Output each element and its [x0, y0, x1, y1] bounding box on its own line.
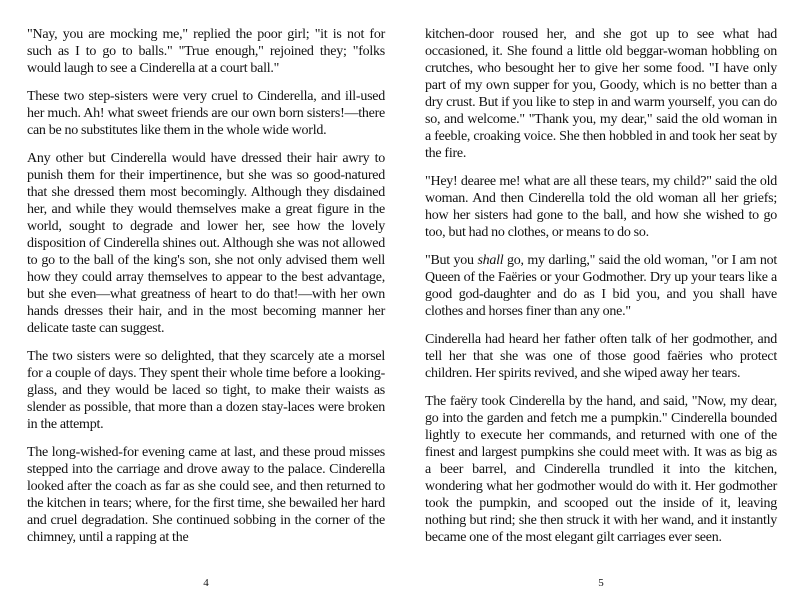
page-left: [27, 0, 385, 600]
paragraph: Any other but Cinderella would have dressed their hair awry to punish them for their impertinence, but she was so good-natured that she dressed them most becomingly. Although they disdained her, and while they would themselves make a great figure in the world, sought to degrade and lower her, see how the lovely disposition of Cinderella shines out. Although she was not allowed to go to the ball of the king's son, she not only advised them well how they could array themselves to appear to the best advantage, but she even—what greatness of heart to do that!—with her own hands dresses their hair, and in the most becoming manner her delicate taste can suggest.: [27, 151, 385, 336]
page-left-text: [27, 0, 385, 546]
paragraph: The two sisters were so delighted, that they scarcely ate a morsel for a couple of days. They spent their whole time before a looking-glass, and they would be laced so tight, to make their waists as slender as possible, that more than a dozen stay-laces were broken in the attempt.: [27, 349, 385, 432]
page-right: [425, 0, 777, 600]
paragraph: "But you shall go, my darling," said the old woman, "or I am not Queen of the Faëries or your Godmother. Dry up your tears like a good god-daughter and do as I bid you, and you shall have clothes and horses finer than any one.": [425, 253, 777, 319]
page-number-left: 4: [203, 577, 209, 589]
paragraph: "Hey! dearee me! what are all these tears, my child?" said the old woman. And then Cinderella told the old woman all her griefs; how her sisters had gone to the ball, and how she wished to go too, but had no clothes, or means to do so.: [425, 174, 777, 240]
page-right-text: [425, 0, 777, 546]
paragraph: The faëry took Cinderella by the hand, and said, "Now, my dear, go into the garden and fetch me a pumpkin." Cinderella bounded lightly to execute her commands, and returned with one of the finest and largest pumpkins she could meet with. It was as big as a beer barrel, and Cinderella trundled it into the kitchen, wondering what her godmother would do with it. Her godmother took the pumpkin, and scooped out the inside of it, leaving nothing but rind; she then struck it with her wand, and it instantly became one of the most elegant gilt carriages ever seen.: [425, 394, 777, 545]
paragraph: "Nay, you are mocking me," replied the poor girl; "it is not for such as I to go to balls." "True enough," rejoined they; "folks would laugh to see a Cinderella at a court ball.": [27, 27, 385, 76]
paragraph: Cinderella had heard her father often talk of her godmother, and tell her that she was one of those good faëries who protect children. Her spirits revived, and she wiped away her tears.: [425, 332, 777, 381]
paragraph: The long-wished-for evening came at last, and these proud misses stepped into the carriage and drove away to the palace. Cinderella looked after the coach as far as she could see, and then returned to the kitchen in tears; where, for the first time, she bewailed her hard and cruel degradation. She continued sobbing in the corner of the chimney, until a rapping at the: [27, 445, 385, 545]
paragraph: These two step-sisters were very cruel to Cinderella, and ill-used her much. Ah! what sweet friends are our own born sisters!—there can be no substitutes like them in the whole wide world.: [27, 89, 385, 138]
paragraph: kitchen-door roused her, and she got up to see what had occasioned, it. She found a little old beggar-woman hobbling on crutches, who besought her to give her some food. "I have only part of my own supper for you, Goody, which is no better than a dry crust. But if you like to step in and warm yourself, you can do so, and welcome." "Thank you, my dear," said the old woman in a feeble, croaking voice. She then hobbled in and took her seat by the fire.: [425, 27, 777, 161]
page-number-right: 5: [598, 577, 604, 589]
